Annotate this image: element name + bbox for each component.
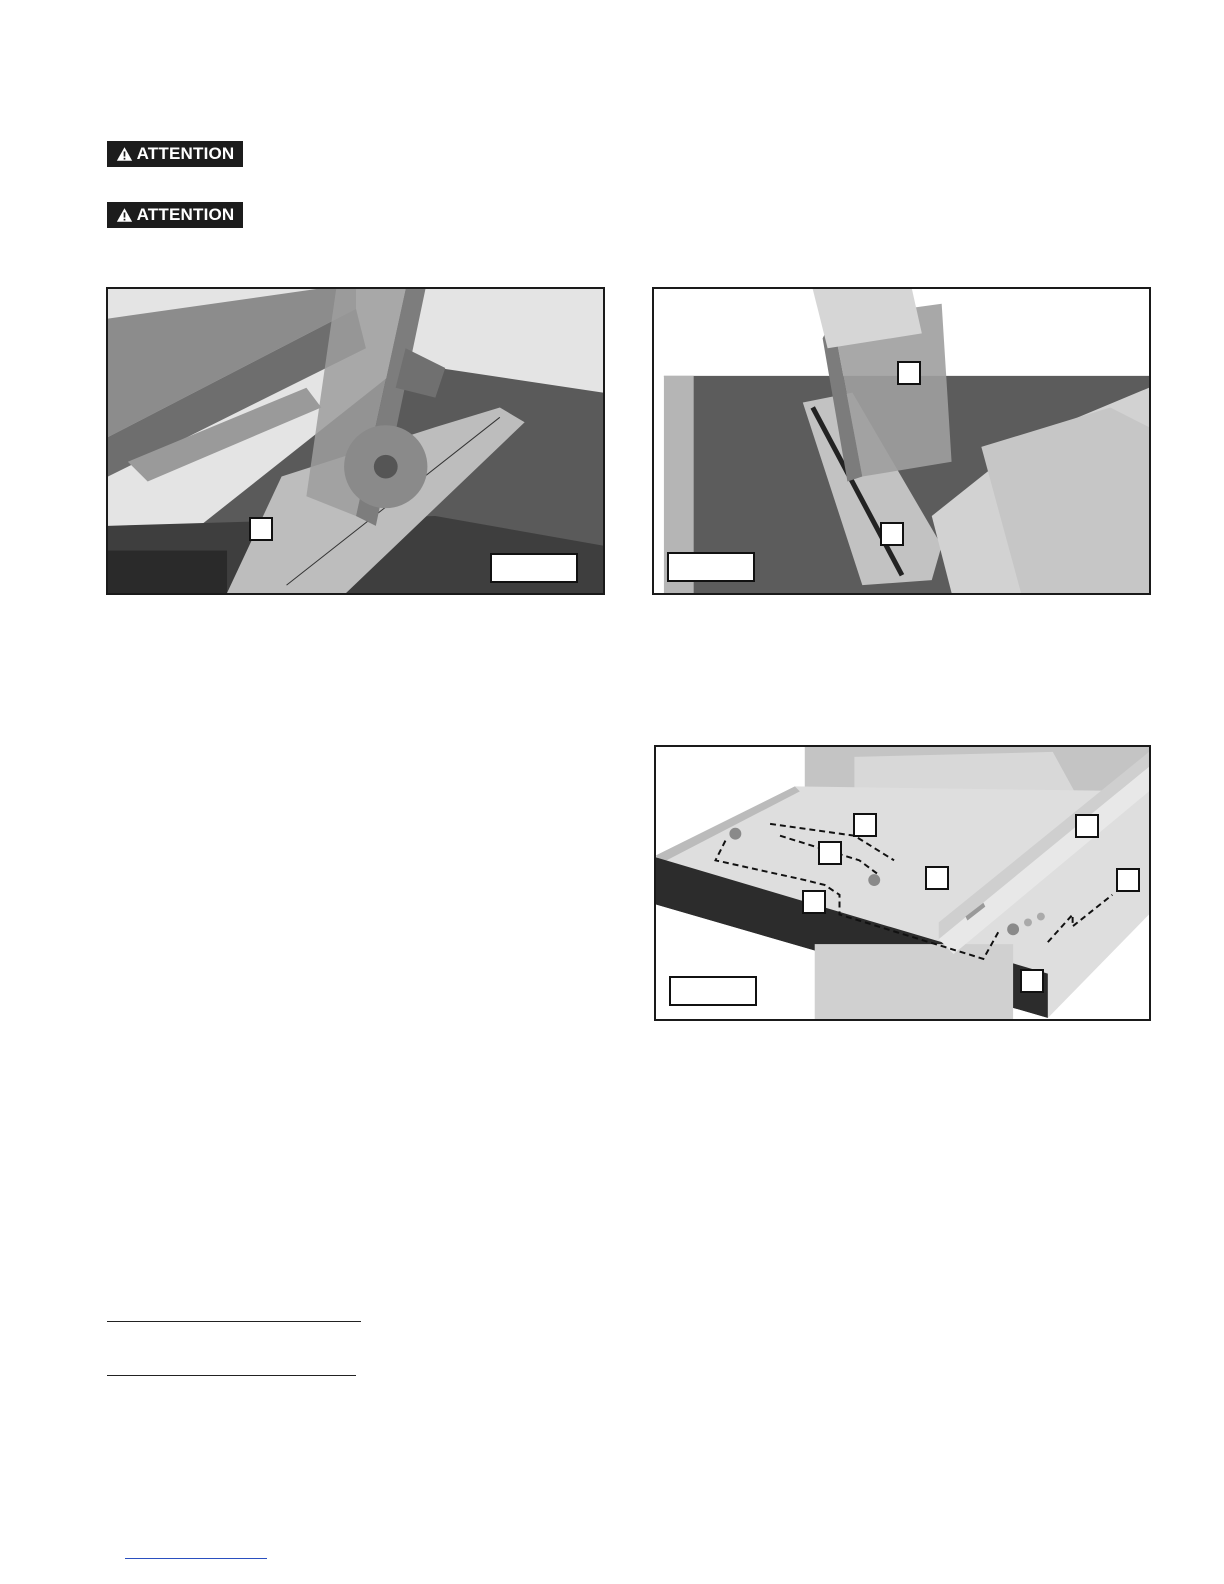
- warning-triangle-icon: [116, 146, 133, 162]
- figure-blade-guard-photo: [106, 287, 605, 595]
- callout-box: [1116, 868, 1140, 892]
- attention-banner-2: [107, 202, 243, 228]
- figure-label-box: [490, 553, 578, 583]
- figure-label-box: [669, 976, 757, 1006]
- callout-box: [880, 522, 904, 546]
- blade-guard-photo: [108, 289, 603, 593]
- link-underline[interactable]: [125, 1558, 267, 1559]
- callout-box: [853, 813, 877, 837]
- divider-rule: [107, 1375, 356, 1376]
- warning-triangle-icon: [116, 207, 133, 223]
- figure-table-insert-photo: [652, 287, 1151, 595]
- table-insert-photo: [654, 289, 1149, 593]
- callout-box: [818, 841, 842, 865]
- callout-box: [802, 890, 826, 914]
- callout-box: [1020, 969, 1044, 993]
- callout-box: [897, 361, 921, 385]
- figure-extension-wing-photo: [654, 745, 1151, 1021]
- divider-rule: [107, 1321, 361, 1322]
- callout-box: [249, 517, 273, 541]
- attention-label: ATTENTION: [136, 144, 235, 163]
- callout-box: [1075, 814, 1099, 838]
- attention-label: ATTENTION: [136, 205, 235, 224]
- figure-label-box: [667, 552, 755, 582]
- attention-banner-1: [107, 141, 243, 167]
- callout-box: [925, 866, 949, 890]
